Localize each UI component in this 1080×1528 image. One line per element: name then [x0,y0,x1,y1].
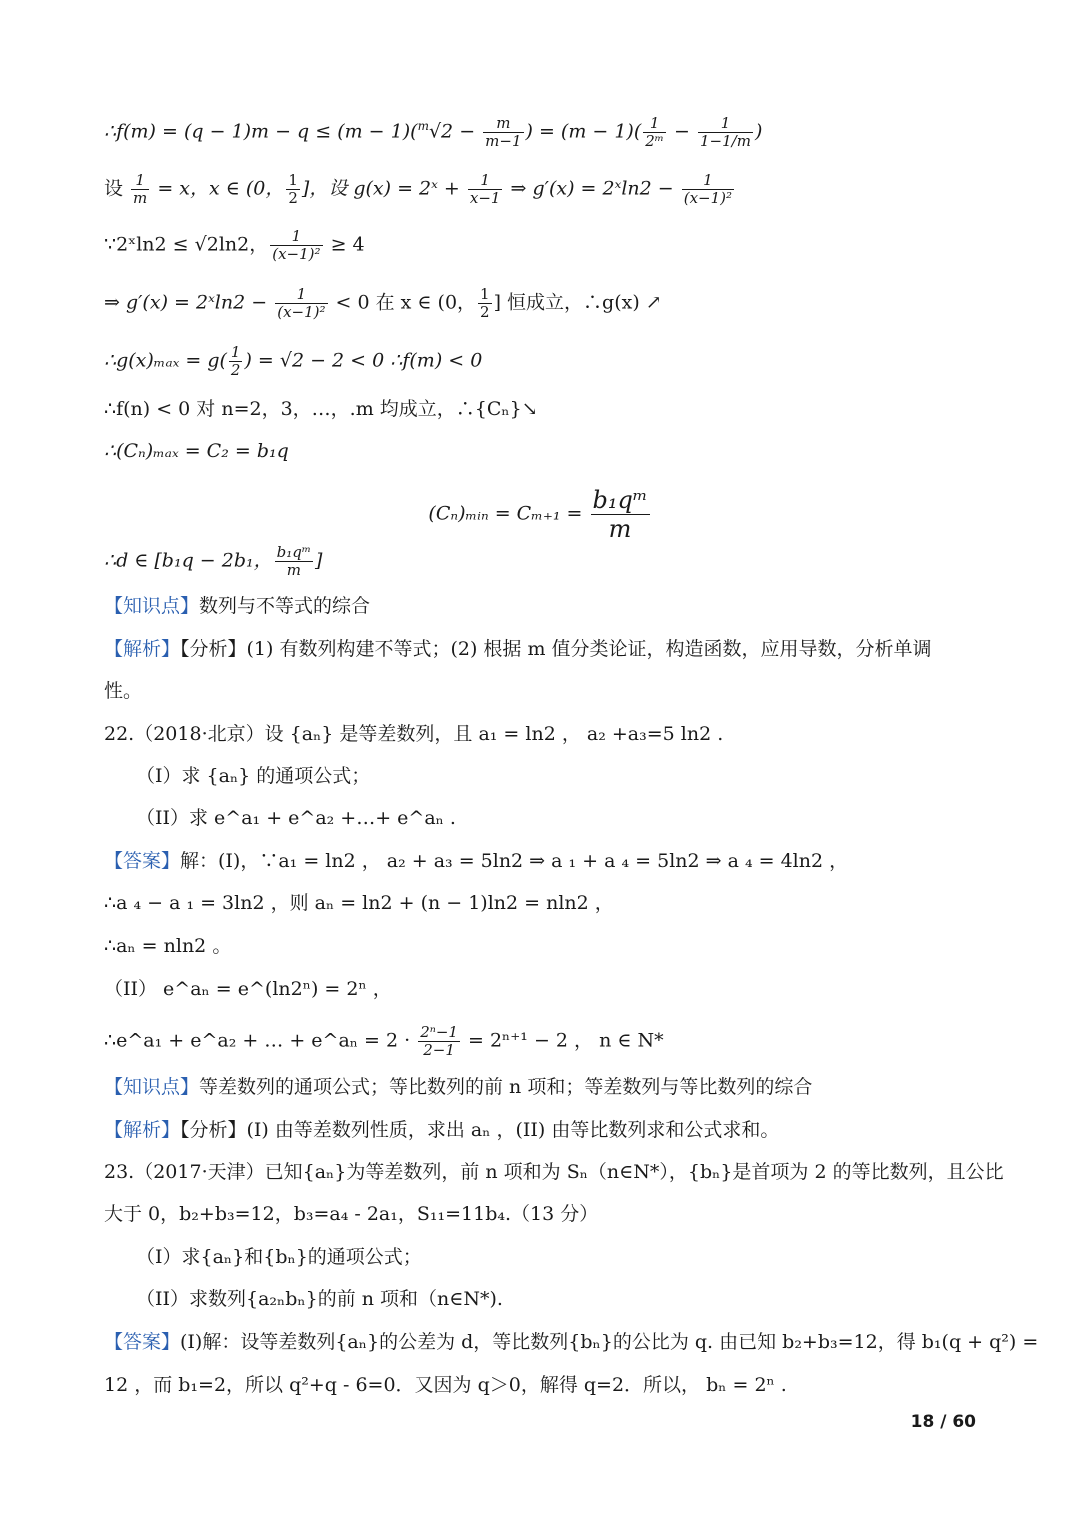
math-line: ∴g(x)ₘₐₓ = g( $\frac{1}{2}$ ) = √2 − 2 < 0 ∴f(m) < 0 [104,343,483,379]
knowledge-tag: 【知识点】 [104,595,200,617]
math-line: 设 $\frac{1}{m}$ = x，x ∈ (0， $\frac{1}{2}$ ]，设 g(x) = 2ˣ + $\frac{1}{x-1}$ ⇒ g′(x) = 2ˣln2 − $\frac{1}{\text{(x−1)²}}$ [104,171,733,207]
analysis-tag: 【解析】 [104,1119,181,1141]
problem-23-line: 23.（2017·天津）已知{aₙ}为等差数列，前 n 项和为 Sₙ（n∈N*），{bₙ}是首项为 2 的等比数列，且公比 [104,1161,1004,1183]
math-line: ∴(Cₙ)ₘₐₓ = C₂ = b₁q [104,440,289,462]
math-line-centered: (Cₙ)ₘᵢₙ = Cₘ₊₁ = $\frac{\text{b₁qᵐ}}{m}$ [428,486,648,543]
knowledge-tag: 【知识点】 [104,1076,200,1098]
knowledge-point-line: 【知识点】等差数列的通项公式；等比数列的前 n 项和；等差数列与等比数列的综合 [104,1076,813,1098]
problem-22-part-1: （I）求 {aₙ} 的通项公式； [136,765,371,787]
knowledge-point-line: 【知识点】数列与不等式的综合 [104,595,371,617]
problem-22-line: 22.（2018·北京）设 {aₙ} 是等差数列，且 a₁ = ln2 ， a₂ +a₃=5 ln2 . [104,723,724,745]
math-line: ∴a ₄ − a ₁ = 3ln2 ，则 aₙ = ln2 + (n − 1)ln2 = nln2 ， [104,892,614,914]
text-line: 性。 [104,680,143,702]
math-line: ∴f(n) < 0 对 n=2，3，…，.m 均成立，∴{Cₙ}↘ [104,398,538,420]
analysis-tag: 【解析】 [104,638,181,660]
answer-line: 【答案】(I)解：设等差数列{aₙ}的公差为 d，等比数列{bₙ}的公比为 q. 由已知 b₂+b₃=12，得 b₁(q + q²) = [104,1331,1039,1353]
math-line: ∴d ∈ [b₁q − 2b₁， $\frac{\text{b₁qᵐ}}{m}$ ] [104,543,323,579]
analysis-line: 【解析】【分析】(1) 有数列构建不等式；(2) 根据 m 值分类论证，构造函数，应用导数，分析单调 [104,638,932,660]
math-line: ∵2ˣln2 ≤ √2ln2， $\frac{1}{\text{(x−1)²}}$ ≥ 4 [104,227,365,263]
problem-23-part-1: （I）求{aₙ}和{bₙ}的通项公式； [136,1246,422,1268]
analysis-line: 【解析】【分析】(I) 由等差数列性质，求出 aₙ ，(II) 由等比数列求和公式求和。 [104,1119,780,1141]
math-line: ∴e^a₁ + e^a₂ + … + e^aₙ = 2 · $\frac{\text{2ⁿ−1}}{2-1}$ = 2ⁿ⁺¹ − 2 ， n ∈ N* [104,1023,664,1059]
problem-22-part-2: （II）求 e^a₁ + e^a₂ +…+ e^aₙ . [136,807,456,829]
math-line: ∴f(m) = (q − 1)m − q ≤ (m − 1)($^m$√2 − $\frac{m}{m-1}$ ) = (m − 1)( $\frac{1}{\text{2ᵐ}}$ − $\frac{1}{1-1/m}$ ) [104,113,763,150]
text-line: 大于 0，b₂+b₃=12，b₃=a₄ - 2a₁，S₁₁=11b₄.（13 分） [104,1203,599,1225]
text-line: 12 ，而 b₁=2，所以 q²+q - 6=0．又因为 q＞0，解得 q=2．所以， bₙ = 2ⁿ . [104,1374,787,1396]
answer-line: 【答案】解：(I)，∵a₁ = ln2 ， a₂ + a₃ = 5ln2 ⇒ a ₁ + a ₄ = 5ln2 ⇒ a ₄ = 4ln2 ， [104,850,849,872]
math-line: ⇒ g′(x) = 2ˣln2 − $\frac{1}{\text{(x−1)²}}$ < 0 在 x ∈ (0， $\frac{1}{2}$ ] 恒成立，∴g(x) ↗ [104,285,662,321]
math-line: ∴aₙ = nln2 。 [104,935,232,957]
page-number: 18 / 60 [910,1412,976,1432]
answer-tag: 【答案】 [104,850,181,872]
problem-23-part-2: （II）求数列{a₂ₙbₙ}的前 n 项和（n∈N*). [136,1288,503,1310]
math-line: （II） e^aₙ = e^(ln2ⁿ) = 2ⁿ ， [104,978,392,1000]
answer-tag: 【答案】 [104,1331,181,1353]
